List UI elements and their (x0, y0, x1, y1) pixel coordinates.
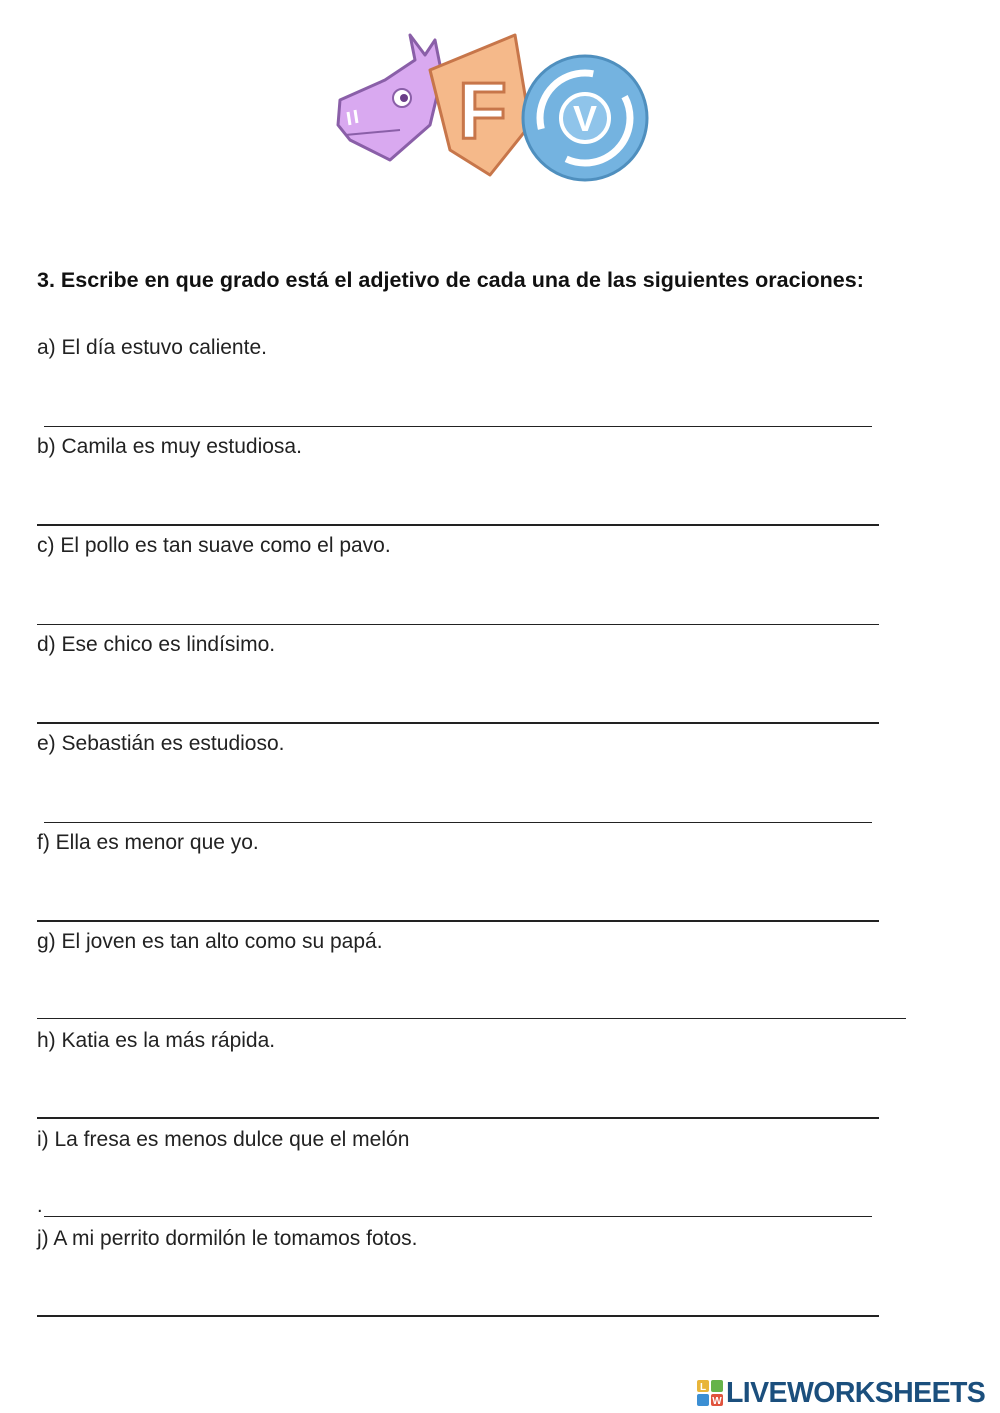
f-card-icon (430, 35, 530, 175)
logo-artwork (330, 30, 660, 195)
answer-line-b[interactable] (37, 524, 879, 526)
instruction-heading: 3. Escribe en que grado está el adjetivo de cada una de las siguientes oraciones: (37, 268, 864, 292)
llama-icon (338, 35, 442, 160)
question-f: f) Ella es menor que yo. (37, 831, 259, 854)
question-d: d) Ese chico es lindísimo. (37, 633, 276, 656)
question-h: h) Katia es la más rápida. (37, 1029, 276, 1052)
answer-line-j[interactable] (37, 1315, 879, 1317)
answer-leading-dot: . (37, 1195, 43, 1217)
liveworksheets-logo-icon (697, 1380, 723, 1406)
question-e: e) Sebastián es estudioso. (37, 732, 285, 755)
liveworksheets-branding (697, 1376, 985, 1410)
question-c: c) El pollo es tan suave como el pavo. (37, 534, 391, 557)
answer-line-i[interactable] (44, 1216, 872, 1217)
question-i: i) La fresa es menos dulce que el melón (37, 1128, 410, 1151)
branding-text: LIVEWORKSHEETS (726, 1376, 986, 1409)
question-j: j) A mi perrito dormilón le tomamos fotos. (37, 1227, 418, 1250)
question-g: g) El joven es tan alto como su papá. (37, 930, 383, 953)
answer-line-a[interactable] (44, 426, 872, 427)
answer-line-c[interactable] (37, 624, 879, 625)
v-letter: V (572, 98, 598, 139)
question-b: b) Camila es muy estudiosa. (37, 435, 302, 458)
icon-letter-w: W (712, 1396, 722, 1406)
question-a: a) El día estuvo caliente. (37, 336, 267, 359)
f-letter: F (458, 66, 507, 155)
answer-line-e[interactable] (44, 822, 872, 823)
answer-line-h[interactable] (37, 1117, 879, 1119)
answer-line-g[interactable] (37, 1018, 906, 1019)
icon-letter-l: L (699, 1382, 707, 1393)
answer-line-d[interactable] (37, 722, 879, 724)
v-coin-icon (523, 56, 647, 180)
answer-line-f[interactable] (37, 920, 879, 922)
